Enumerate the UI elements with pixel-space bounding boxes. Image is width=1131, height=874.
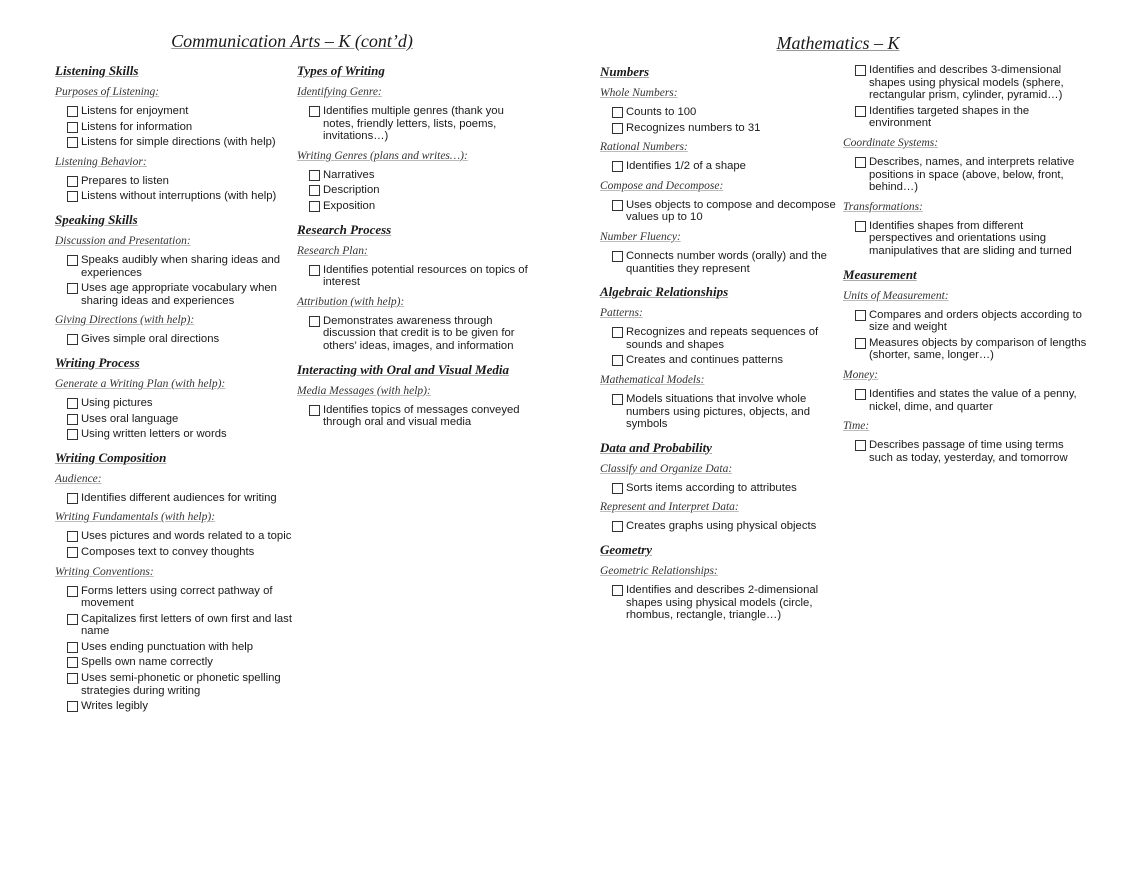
checklist-item [55,641,293,654]
checklist-item [600,160,836,173]
checklist-item [55,413,293,426]
subsection-heading: Rational Numbers: [600,141,688,154]
checkbox[interactable] [67,586,78,597]
subsection-heading: Units of Measurement: [843,289,949,302]
column-mathematics-2 [843,64,1088,467]
checklist-item [600,393,836,431]
checklist-item-label: Demonstrates awareness through discussion that credit is to be given for others’ ideas, images, and information [323,314,515,352]
checklist-item [600,354,836,367]
mathematics-title: Mathematics – K [776,33,900,53]
checklist-item [600,482,836,495]
checkbox[interactable] [612,123,623,134]
checklist-item-label: Identifies shapes from different perspectives and orientations using manipulatives that are sliding and turned [869,219,1072,257]
checklist-item [843,105,1088,130]
checklist-item-label: Speaks audibly when sharing ideas and experiences [81,253,281,279]
checklist-item [297,404,535,429]
checklist-item-label: Identifies targeted shapes in the environment [869,104,1030,130]
column-communication-arts-2 [297,63,535,432]
column-mathematics-1 [600,64,836,625]
checkbox[interactable] [67,614,78,625]
checkbox[interactable] [612,327,623,338]
checklist-item [55,585,293,610]
subsection-heading: Compose and Decompose: [600,179,724,192]
checklist-item [55,282,293,307]
section-heading: Numbers [600,64,650,79]
checklist-item [55,700,293,713]
checklist-item [55,175,293,188]
subsection-heading: Represent and Interpret Data: [600,501,739,514]
checklist-item [297,105,535,143]
checklist-item [55,530,293,543]
checklist-item [600,122,836,135]
checklist-item [600,250,836,275]
checklist-item-label: Uses oral language [81,412,179,425]
checklist-item [55,428,293,441]
checkbox[interactable] [309,316,320,327]
checklist-item [55,492,293,505]
checklist-item-label: Using written letters or words [81,428,227,441]
checklist-item [55,546,293,559]
section-heading: Speaking Skills [55,211,138,227]
checklist-item-label: Identifies topics of messages conveyed through oral and visual media [323,403,520,429]
checklist-item [297,264,535,289]
checkbox[interactable] [309,405,320,416]
checkbox[interactable] [67,398,78,409]
checkbox[interactable] [67,701,78,712]
checkbox[interactable] [67,191,78,202]
checklist-item [55,190,293,203]
checkbox[interactable] [67,657,78,668]
subsection-heading: Generate a Writing Plan (with help): [55,377,226,390]
checkbox[interactable] [612,107,623,118]
checkbox[interactable] [67,122,78,133]
checklist-item-label: Narratives [323,168,375,181]
checklist-item [843,337,1088,362]
checkbox[interactable] [612,355,623,366]
checklist-item [843,439,1088,464]
subsection-heading: Classify and Organize Data: [600,462,733,475]
checklist-item-label: Listens for enjoyment [81,105,189,117]
checkbox[interactable] [612,251,623,262]
checklist-item-label: Spells own name correctly [81,656,213,669]
checkbox[interactable] [309,265,320,276]
section-heading: Geometry [600,541,652,557]
checklist-item-label: Uses semi-phonetic or phonetic spelling strategies during writing [81,672,281,697]
checklist-item-label: Gives simple oral directions [81,333,220,346]
checkbox[interactable] [612,161,623,172]
checkbox[interactable] [67,414,78,425]
checklist-item-label: Identifies and describes 3-dimensional shapes using physical models (sphere, rectangular prism, cylinder, pyramid…) [869,64,1064,102]
checkbox[interactable] [612,521,623,532]
checkbox[interactable] [67,137,78,148]
checklist-item [55,672,293,697]
section-heading: Data and Probability [600,439,712,455]
checklist-item [600,199,836,224]
checkbox[interactable] [855,338,866,349]
checkbox[interactable] [612,585,623,596]
section-heading: Types of Writing [297,63,385,78]
subsection-heading: Whole Numbers: [600,87,678,99]
checklist-item-label: Models situations that involve whole numbers using pictures, objects, and symbols [626,392,810,431]
subsection-heading: Transformations: [843,200,923,213]
checklist-item-label: Creates and continues patterns [626,354,783,367]
checklist-item [843,220,1088,258]
subsection-heading: Money: [843,368,879,381]
subsection-heading: Giving Directions (with help): [55,314,195,327]
subsection-heading: Number Fluency: [600,230,681,243]
checklist-item [55,136,293,149]
checklist-item [600,520,836,533]
checklist-item-label: Identifies 1/2 of a shape [626,160,746,173]
checkbox[interactable] [67,547,78,558]
checklist-item [55,613,293,638]
subsection-heading: Mathematical Models: [600,373,705,386]
checkbox[interactable] [612,394,623,405]
subsection-heading: Writing Genres (plans and writes…): [297,149,468,162]
checklist-item [55,397,293,410]
checklist-item [55,333,293,346]
subsection-heading: Writing Fundamentals (with help): [55,511,216,524]
checkbox[interactable] [309,170,320,181]
checklist-item [297,184,535,197]
checkbox[interactable] [67,255,78,266]
checkbox[interactable] [67,106,78,117]
checklist-item-label: Recognizes numbers to 31 [626,121,761,134]
checklist-item-label: Writes legibly [81,700,148,713]
subsection-heading: Writing Conventions: [55,565,154,578]
checkbox[interactable] [309,185,320,196]
subsection-heading: Attribution (with help): [297,295,405,308]
checklist-item-label: Composes text to convey thoughts [81,545,255,558]
checklist-item [600,584,836,622]
checklist-item [55,105,293,118]
checkbox[interactable] [67,642,78,653]
section-heading: Interacting with Oral and Visual Media [297,361,510,377]
checklist-item-label: Uses ending punctuation with help [81,640,254,653]
checklist-item [297,315,535,353]
section-heading: Writing Process [55,354,140,370]
checklist-item-label: Identifies multiple genres (thank you notes, friendly letters, lists, poems, invitations…) [323,105,504,143]
checklist-item-label: Description [323,184,380,197]
checklist-item-label: Connects number words (orally) and the quantities they represent [626,249,827,275]
checklist-item [843,156,1088,194]
section-heading: Writing Composition [55,449,167,465]
checklist-item [297,169,535,182]
checklist-item-label: Describes passage of time using terms such as today, yesterday, and tomorrow [869,439,1068,464]
checkbox[interactable] [67,673,78,684]
checklist-item-label: Recognizes and repeats sequences of sounds and shapes [626,326,819,351]
checkbox[interactable] [67,176,78,187]
subsection-heading: Purposes of Listening: [55,86,160,98]
checklist-item-label: Exposition [323,199,376,212]
checkbox[interactable] [855,440,866,451]
checklist-item-label: Identifies and describes 2-dimensional shapes using physical models (circle, rhombus, rectangle, triangle…) [626,583,819,622]
checkbox[interactable] [855,65,866,76]
checklist-item-label: Uses age appropriate vocabulary when sharing ideas and experiences [81,282,277,307]
subsection-heading: Time: [843,420,870,433]
checkbox[interactable] [309,201,320,212]
checklist-item [600,326,836,351]
checklist-item-label: Identifies potential resources on topics of interest [323,263,528,289]
checkbox[interactable] [612,483,623,494]
communication-arts-title: Communication Arts – K (cont’d) [171,31,413,51]
checklist-item-label: Creates graphs using physical objects [626,520,817,533]
checkbox[interactable] [855,106,866,117]
checkbox[interactable] [67,334,78,345]
checklist-item-label: Uses pictures and words related to a topic [81,530,292,543]
checklist-item [843,309,1088,334]
checkbox[interactable] [309,106,320,117]
checklist-item-label: Counts to 100 [626,106,697,118]
subsection-heading: Media Messages (with help): [297,384,431,397]
checkbox[interactable] [855,157,866,168]
checklist-item [843,388,1088,413]
checklist-item-label: Capitalizes first letters of own first and last name [81,612,292,638]
checklist-item-label: Using pictures [81,396,153,409]
checklist-item-label: Forms letters using correct pathway of movement [81,584,273,610]
checklist-item [55,656,293,669]
checkbox[interactable] [67,493,78,504]
checklist-item-label: Uses objects to compose and decompose values up to 10 [626,198,836,224]
subsection-heading: Coordinate Systems: [843,136,939,149]
checklist-item-label: Identifies and states the value of a penny, nickel, dime, and quarter [869,387,1077,413]
section-heading: Measurement [843,266,917,282]
subsection-heading: Geometric Relationships: [600,564,718,577]
subsection-heading: Identifying Genre: [297,86,382,98]
checkbox[interactable] [67,429,78,440]
checklist-item-label: Sorts items according to attributes [626,481,797,494]
subsection-heading: Patterns: [600,307,643,320]
checklist-item [55,254,293,279]
checklist-item-label: Listens without interruptions (with help) [81,190,277,203]
checkbox[interactable] [855,221,866,232]
checkbox[interactable] [855,389,866,400]
checklist-item-label: Identifies different audiences for writing [81,491,277,504]
checklist-item-label: Compares and orders objects according to size and weight [869,308,1082,334]
checkbox[interactable] [67,531,78,542]
checkbox[interactable] [67,283,78,294]
section-heading: Listening Skills [55,63,139,78]
checklist-item-label: Measures objects by comparison of lengths (shorter, same, longer…) [869,336,1087,362]
section-heading: Research Process [297,221,392,237]
subsection-heading: Audience: [55,472,102,485]
checklist-item [843,64,1088,102]
checklist-item-label: Describes, names, and interprets relative positions in space (above, below, front, behind…) [869,155,1075,194]
checklist-item [600,106,836,119]
checklist-item-label: Prepares to listen [81,174,169,187]
checklist-item [55,121,293,134]
subsection-heading: Discussion and Presentation: [55,234,191,247]
subsection-heading: Research Plan: [297,244,368,257]
column-communication-arts-1 [55,63,293,716]
checkbox[interactable] [855,310,866,321]
subsection-heading: Listening Behavior: [55,155,147,168]
section-heading: Algebraic Relationships [600,284,729,300]
checklist-item-label: Listens for information [81,120,193,133]
checklist-item-label: Listens for simple directions (with help) [81,136,276,149]
checklist-item [297,200,535,213]
checkbox[interactable] [612,200,623,211]
